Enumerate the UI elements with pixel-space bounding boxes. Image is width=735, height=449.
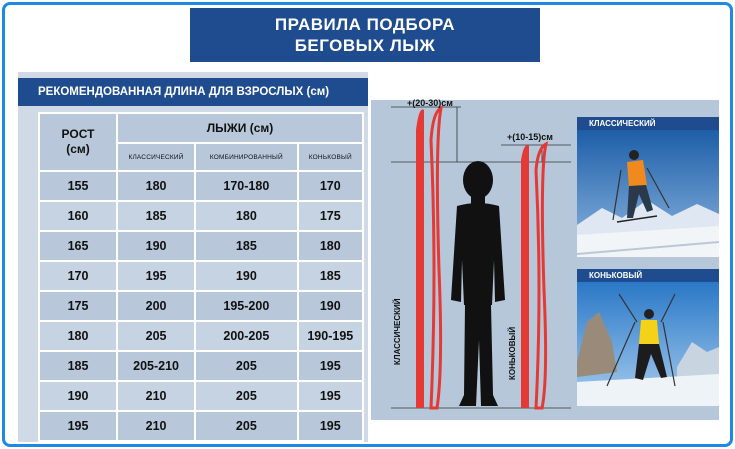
skate-offset-label: +(10-15)см	[507, 132, 553, 142]
classic-cell: 190	[117, 231, 195, 261]
height-cell: 170	[39, 261, 117, 291]
table-row	[39, 351, 363, 381]
height-header	[39, 113, 117, 171]
title-line-2: БЕГОВЫХ ЛЫЖ	[294, 36, 436, 55]
height-cell: 160	[39, 201, 117, 231]
table-caption: РЕКОМЕНДОВАННАЯ ДЛИНА ДЛЯ ВЗРОСЛЫХ (см)	[18, 78, 368, 106]
table-row	[39, 411, 363, 441]
combined-cell: 195-200	[195, 291, 297, 321]
combined-cell: 190	[195, 261, 297, 291]
skate-cell: 195	[298, 411, 363, 441]
height-cell: 165	[39, 231, 117, 261]
classic-cell: 205-210	[117, 351, 195, 381]
height-cell: 175	[39, 291, 117, 321]
skate-cell: 190	[298, 291, 363, 321]
classic-cell: 200	[117, 291, 195, 321]
classic-vertical-label: КЛАССИЧЕСКИЙ	[393, 298, 402, 365]
classic-cell: 185	[117, 201, 195, 231]
classic-cell: 210	[117, 381, 195, 411]
person-silhouette	[451, 161, 505, 406]
subheader-combined: КОМБИНИРОВАННЫЙ	[195, 143, 297, 171]
skate-photo-card	[577, 269, 719, 406]
classic-photo-label: КЛАССИЧЕСКИЙ	[577, 117, 719, 130]
skate-vertical-label: КОНЬКОВЫЙ	[508, 326, 517, 380]
table-row	[39, 381, 363, 411]
table-row	[39, 201, 363, 231]
skate-cell: 170	[298, 171, 363, 201]
table-row	[39, 231, 363, 261]
classic-cell: 205	[117, 321, 195, 351]
table-row	[39, 261, 363, 291]
skate-skier-photo	[577, 282, 719, 406]
skate-cell: 180	[298, 231, 363, 261]
combined-cell: 205	[195, 411, 297, 441]
height-cell: 190	[39, 381, 117, 411]
classic-photo-card	[577, 117, 719, 257]
combined-cell: 205	[195, 381, 297, 411]
combined-cell: 185	[195, 231, 297, 261]
skate-ski-front	[521, 145, 529, 408]
classic-cell: 210	[117, 411, 195, 441]
table-body	[39, 171, 363, 441]
skate-skier-illustration	[577, 282, 719, 406]
subheader-classic: КЛАССИЧЕСКИЙ	[117, 143, 195, 171]
skate-ski-back	[536, 144, 546, 408]
title-line-1: ПРАВИЛА ПОДБОРА	[274, 15, 456, 34]
table-row	[39, 171, 363, 201]
height-header-label: РОСТ	[61, 127, 95, 141]
combined-cell: 205	[195, 351, 297, 381]
height-cell: 155	[39, 171, 117, 201]
subheader-skate: КОНЬКОВЫЙ	[298, 143, 363, 171]
table-row	[39, 321, 363, 351]
height-cell: 195	[39, 411, 117, 441]
skate-cell: 195	[298, 351, 363, 381]
ski-size-table	[38, 112, 364, 442]
classic-skier-illustration	[577, 130, 719, 257]
classic-skier-photo	[577, 130, 719, 257]
classic-ski-front	[416, 109, 424, 408]
skate-photo-label: КОНЬКОВЫЙ	[577, 269, 719, 282]
height-cell: 180	[39, 321, 117, 351]
combined-cell: 180	[195, 201, 297, 231]
combined-cell: 200-205	[195, 321, 297, 351]
size-table-panel	[18, 72, 368, 442]
skate-cell: 190-195	[298, 321, 363, 351]
skate-cell: 195	[298, 381, 363, 411]
classic-offset-label: +(20-30)см	[407, 98, 453, 108]
height-cell: 185	[39, 351, 117, 381]
classic-cell: 180	[117, 171, 195, 201]
skate-cell: 185	[298, 261, 363, 291]
combined-cell: 170-180	[195, 171, 297, 201]
table-row	[39, 291, 363, 321]
height-header-unit: (см)	[66, 142, 90, 156]
classic-ski-back	[431, 108, 441, 408]
page-title	[190, 8, 540, 62]
skate-cell: 175	[298, 201, 363, 231]
classic-cell: 195	[117, 261, 195, 291]
skis-header: ЛЫЖИ (см)	[117, 113, 363, 143]
